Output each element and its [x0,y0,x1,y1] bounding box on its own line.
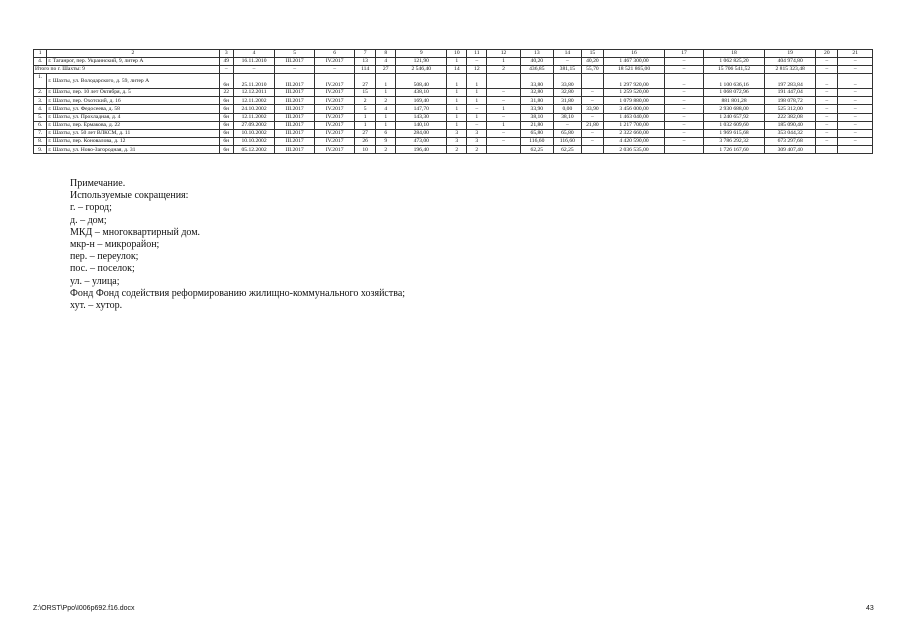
table-cell: 1 079 880,00 [603,97,664,105]
table-row [34,73,873,88]
table-cell: 32,80 [553,88,581,96]
table-cell: 473,00 [396,138,447,146]
table-cell: 3 [467,129,487,137]
notes-title: Примечание. [70,178,126,189]
table-cell: – [487,113,520,121]
table-row [34,57,873,65]
table-cell [487,146,520,154]
table-cell: 2 546,40 [396,65,447,73]
table-cell: IV.2017 [315,113,355,121]
table-cell: 881 801,28 [703,97,764,105]
table-cell: III.2017 [275,105,315,113]
table-cell: 673 297,68 [765,138,816,146]
table-cell: – [553,121,581,129]
column-number: 17 [665,50,704,58]
table-cell [838,146,873,154]
table-cell: 381,15 [553,65,581,73]
table-cell: 6н [219,73,233,88]
table-cell: III.2017 [275,138,315,146]
table-cell [581,73,603,88]
subtotal-label: Итого по г. Шахты: 9 [34,65,220,73]
table-cell: 1 240 657,92 [703,113,764,121]
column-number: 3 [219,50,233,58]
file-path: Z:\ORST\Ppo\I006p692.f16.docx [33,605,135,612]
table-cell: – [665,138,704,146]
notes-subtitle: Используемые сокращения: [70,190,189,202]
table-cell: 49 [219,57,233,65]
table-cell: 116,60 [553,138,581,146]
table-cell: 65,80 [553,129,581,137]
table-cell: – [665,57,704,65]
table-cell: 6н [219,129,233,137]
table-cell: 12.12.2011 [234,88,275,96]
table-cell: 1 062 825,20 [703,57,764,65]
table-cell: III.2017 [275,57,315,65]
abbreviation-item: г. – город; [70,202,112,214]
table-cell: 2 [376,146,396,154]
table-cell: – [315,65,355,73]
table-cell: 22 [219,88,233,96]
table-row [34,129,873,137]
table-cell: 436,85 [520,65,553,73]
table-cell: 13 [355,57,376,65]
column-number-row [34,50,873,58]
table-cell: 1 463 040,00 [603,113,664,121]
table-row [34,97,873,105]
table-cell: 12.11.2002 [234,113,275,121]
table-cell: – [665,105,704,113]
table-cell: III.2017 [275,129,315,137]
table-cell: – [665,113,704,121]
address-cell: г. Шахты, ул. Володарского, д. 59, литер А [47,73,219,88]
data-table [33,49,873,154]
table-cell: 2 930 688,00 [703,105,764,113]
table-cell: 38,10 [520,113,553,121]
table-cell: 2 [447,146,467,154]
table-cell: IV.2017 [315,97,355,105]
address-cell: г. Шахты, пер. Ермакова, д. 22 [47,121,219,129]
table-cell: – [838,65,873,73]
table-cell: 62,25 [553,146,581,154]
table-cell: 1 726 167,60 [703,146,764,154]
table-cell: 3 [447,138,467,146]
address-cell: г. Шахты, ул. 50 лет ВЛКСМ, д. 11 [47,129,219,137]
table-cell: 1 [447,113,467,121]
table-cell: 1 068 072,96 [703,88,764,96]
table-cell: – [581,97,603,105]
abbreviation-item: Фонд Фонд содействия реформированию жилищно-коммунального хозяйства; [70,287,406,299]
table-cell: 196,40 [396,146,447,154]
table-cell: – [816,105,838,113]
table-cell: – [665,65,704,73]
table-cell: III.2017 [275,73,315,88]
address-cell: г. Шахты, ул. Ново-Загородная, д. 31 [47,146,219,154]
table-cell: 6н [219,121,233,129]
table-cell: 31,80 [520,97,553,105]
table-row [34,105,873,113]
table-cell: 40,20 [520,57,553,65]
column-number: 21 [838,50,873,58]
table-cell: 31,80 [553,97,581,105]
abbreviation-item: д. – дом; [70,214,107,226]
table-cell: 6н [219,97,233,105]
table-cell: 27 [355,129,376,137]
table-cell: 1 [487,57,520,65]
table-cell: 27.09.2002 [234,121,275,129]
abbreviation-item: мкр-н – микрорайон; [70,239,160,251]
table-cell: 25.11.2010 [234,73,275,88]
table-cell: 1 [447,121,467,129]
table-cell: III.2017 [275,146,315,154]
table-cell: 1. [34,73,47,88]
table-cell: 21,80 [520,121,553,129]
abbreviation-item: ул. – улица; [70,275,120,287]
table-cell: III.2017 [275,88,315,96]
abbreviation-item: МКД – многоквартирный дом. [70,226,201,238]
table-cell: – [665,121,704,129]
subtotal-row [34,65,873,73]
table-cell: 27 [376,65,396,73]
table-cell: 3 456 000,00 [603,105,664,113]
table-cell: 525 312,00 [765,105,816,113]
table-cell: 1 [376,113,396,121]
table-cell: – [838,105,873,113]
table-cell: 2 036 535,00 [603,146,664,154]
table-cell: 353 044,32 [765,129,816,137]
table-cell: 6н [219,113,233,121]
table-cell: – [816,138,838,146]
table-cell: 2 [376,97,396,105]
table-cell: 191 447,04 [765,88,816,96]
table-cell: – [816,88,838,96]
column-number: 15 [581,50,603,58]
table-cell: 1 467 300,00 [603,57,664,65]
table-cell: 10 [355,146,376,154]
table-cell: 33,90 [520,105,553,113]
table-cell: – [816,73,838,88]
abbreviation-item: пер. – переулок; [70,251,139,263]
table-cell: 4 [376,57,396,65]
table-cell: 32,80 [520,88,553,96]
table-cell: 1 [487,121,520,129]
table-cell: – [665,73,704,88]
table-cell: 14 [447,65,467,73]
table-cell: – [467,105,487,113]
table-cell: – [467,121,487,129]
table-cell: – [275,65,315,73]
table-cell: 309 407,40 [765,146,816,154]
table-cell: – [838,121,873,129]
table-cell: – [665,97,704,105]
table-cell: 2 [467,146,487,154]
table-cell: – [487,138,520,146]
table-cell: 6н [219,105,233,113]
table-cell: 3 [467,138,487,146]
table-cell: 8. [34,138,47,146]
column-number: 19 [765,50,816,58]
table-cell: 147,70 [396,105,447,113]
table-cell: – [553,57,581,65]
table-cell: III.2017 [275,121,315,129]
table-cell: III.2017 [275,113,315,121]
table-cell: – [838,57,873,65]
table-row [34,113,873,121]
table-cell: 6н [219,146,233,154]
table-cell: 3 [447,129,467,137]
table-cell: 9 [376,138,396,146]
table-cell: 143,30 [396,113,447,121]
table-cell: 284,00 [396,129,447,137]
table-cell: IV.2017 [315,121,355,129]
abbreviation-item: хут. – хутор. [70,300,123,312]
table-cell: – [581,129,603,137]
table-cell [665,146,704,154]
table-cell: – [665,129,704,137]
table-cell: – [816,121,838,129]
table-cell: III.2017 [275,97,315,105]
table-cell: – [816,129,838,137]
column-number: 7 [355,50,376,58]
table-cell: 4 420 590,00 [603,138,664,146]
table-cell: 65,80 [520,129,553,137]
table-cell: 1 297 920,00 [603,73,664,88]
table-cell: 5 [355,105,376,113]
table-cell: 62,25 [520,146,553,154]
table-cell: 197 283,84 [765,73,816,88]
table-row [34,121,873,129]
table-cell: 3 786 292,32 [703,138,764,146]
column-number: 8 [376,50,396,58]
table-cell: 2 815 323,48 [765,65,816,73]
table-cell: IV.2017 [315,73,355,88]
address-cell: г. Шахты, пер. 10 лет Октября, д. 5 [47,88,219,96]
table-cell: 222 382,08 [765,113,816,121]
table-cell: 404 974,80 [765,57,816,65]
table-cell: 15 [355,88,376,96]
table-cell: – [838,88,873,96]
table-cell: – [816,65,838,73]
table-cell: – [665,88,704,96]
column-number: 14 [553,50,581,58]
column-number: 9 [396,50,447,58]
table-cell: – [487,97,520,105]
table-cell: 1 969 615,68 [703,129,764,137]
table-row [34,146,873,154]
table-cell: 33,90 [581,105,603,113]
column-number: 11 [467,50,487,58]
table-cell: – [838,129,873,137]
table-cell: 38,10 [553,113,581,121]
table-cell: – [838,97,873,105]
column-number: 13 [520,50,553,58]
table-row [34,138,873,146]
table-cell: 2 [487,65,520,73]
table-cell: 114 [355,65,376,73]
table-cell: 1 [376,121,396,129]
table-cell: 16.11.2010 [234,57,275,65]
table-cell: 1 [467,73,487,88]
table-cell: 1 [467,97,487,105]
table-cell: 0,00 [553,105,581,113]
address-cell: г. Шахты, ул. Прохладная, д. 4 [47,113,219,121]
table-cell: 1 100 636,16 [703,73,764,88]
table-cell: IV.2017 [315,138,355,146]
table-cell: 1 217 700,00 [603,121,664,129]
table-cell: 185 090,40 [765,121,816,129]
table-cell: 169,40 [396,97,447,105]
table-cell: 2 [355,97,376,105]
table-cell: 9. [34,146,47,154]
column-number: 12 [487,50,520,58]
table-cell: 4 [376,105,396,113]
table-cell: 1 [447,57,467,65]
table-cell: 1 [487,105,520,113]
notes-block [70,178,405,312]
table-cell: 2. [34,88,47,96]
table-cell: 6 [376,129,396,137]
table-cell: 33,80 [520,73,553,88]
column-number: 5 [275,50,315,58]
table-cell: 1 [467,113,487,121]
table-cell: 5. [34,113,47,121]
column-number: 6 [315,50,355,58]
address-cell: г. Шахты, пер. Коновалова, д. 12 [47,138,219,146]
table-cell [816,146,838,154]
table-cell: 4. [34,57,47,65]
table-cell: 6. [34,121,47,129]
table-cell: 4. [34,105,47,113]
table-cell: 26 [355,138,376,146]
table-cell: IV.2017 [315,146,355,154]
table-cell: 1 [376,73,396,88]
table-cell: 15 706 541,52 [703,65,764,73]
table-cell [487,73,520,88]
table-cell: 1 [376,88,396,96]
table-cell: 6н [219,138,233,146]
table-cell: 1 [467,88,487,96]
column-number: 1 [34,50,47,58]
table-cell: IV.2017 [315,105,355,113]
table-cell: 18 521 865,00 [603,65,664,73]
table-cell: 140,10 [396,121,447,129]
table-cell: 3. [34,97,47,105]
table-cell: 1 [355,121,376,129]
address-cell: г. Таганрог, пер. Украинский, 9, литер А [47,57,219,65]
table-cell: – [234,65,275,73]
table-cell: 1 [355,113,376,121]
table-cell: 7. [34,129,47,137]
address-cell: г. Шахты, ул. Федосеева, д. 58 [47,105,219,113]
table-cell: – [816,113,838,121]
column-number: 4 [234,50,275,58]
table-cell: 21,80 [581,121,603,129]
table-cell: IV.2017 [315,129,355,137]
table-cell: 508,40 [396,73,447,88]
table-cell: 1 [447,97,467,105]
column-number: 10 [447,50,467,58]
table-cell: 10.10.2002 [234,138,275,146]
page-number: 43 [866,605,874,612]
table-cell: 1 259 520,00 [603,88,664,96]
table-cell: – [838,73,873,88]
table-cell: 27 [355,73,376,88]
table-cell: 438,10 [396,88,447,96]
address-cell: г. Шахты, пер. Охотский, д. 16 [47,97,219,105]
table-cell: – [487,129,520,137]
column-number: 2 [47,50,219,58]
table-cell: IV.2017 [315,88,355,96]
table-cell: – [487,88,520,96]
table-cell: 1 [447,88,467,96]
table-cell: – [467,57,487,65]
table-cell: 40,20 [581,57,603,65]
table-cell: – [581,88,603,96]
table-row [34,88,873,96]
table-cell: – [219,65,233,73]
table-cell: 24.10.2002 [234,105,275,113]
table-cell: 05.12.2002 [234,146,275,154]
table-cell: 1 032 609,60 [703,121,764,129]
column-number: 18 [703,50,764,58]
table-cell: 198 078,72 [765,97,816,105]
table-cell: 2 322 660,00 [603,129,664,137]
table-cell: – [816,57,838,65]
table-cell: 12.11.2002 [234,97,275,105]
column-number: 20 [816,50,838,58]
table-cell: 55,70 [581,65,603,73]
table-cell: 33,80 [553,73,581,88]
column-number: 16 [603,50,664,58]
table-cell: 12 [467,65,487,73]
table-cell: – [816,97,838,105]
table-cell [581,146,603,154]
abbreviation-item: пос. – поселок; [70,263,135,275]
table-cell: IV.2017 [315,57,355,65]
table-cell: – [581,113,603,121]
table-cell: 10.10.2002 [234,129,275,137]
table-cell: 1 [447,105,467,113]
table-cell: 116,60 [520,138,553,146]
table-cell: 121,90 [396,57,447,65]
table-cell: – [838,113,873,121]
table-cell: – [838,138,873,146]
table-cell: – [581,138,603,146]
table-cell: 1 [447,73,467,88]
